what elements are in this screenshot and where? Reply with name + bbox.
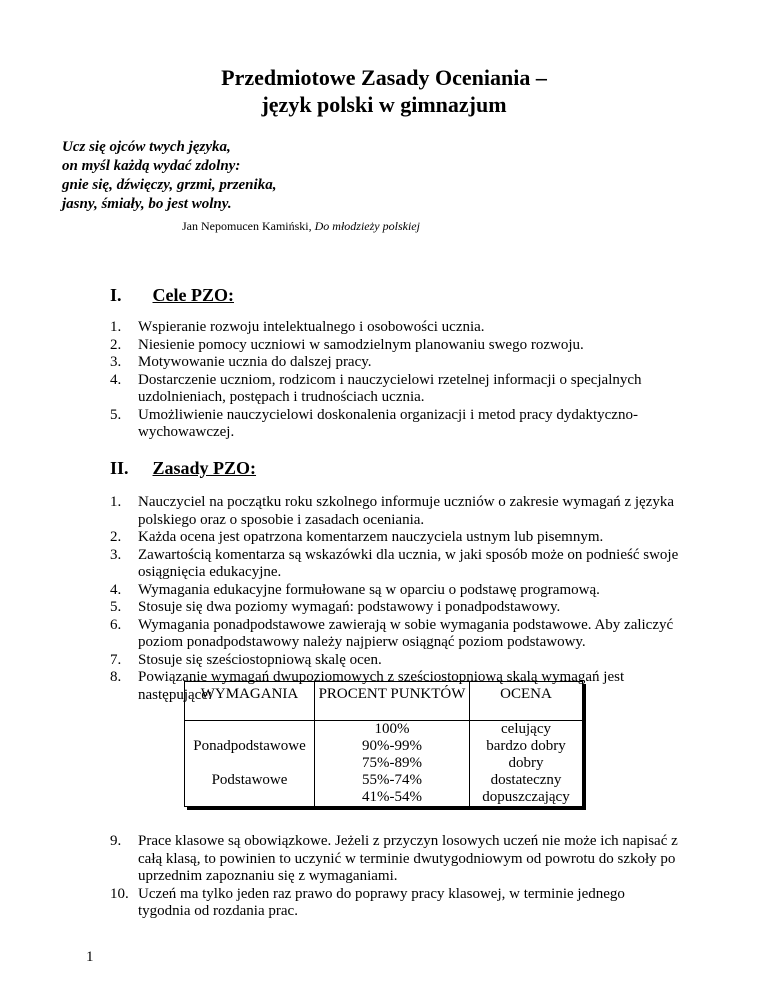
item-text: Stosuje się dwa poziomy wymagań: podstawowy i ponadpodstawowy. [138, 599, 561, 615]
section-2-list [110, 494, 680, 704]
section-number: I. [110, 285, 122, 305]
list-item [110, 529, 680, 547]
grade-cell: celujący [470, 721, 583, 739]
item-number: 2. [110, 529, 122, 545]
grades-table [184, 681, 583, 807]
list-item [110, 886, 680, 921]
item-text: Nauczyciel na początku roku szkolnego informuje uczniów o zakresie wymagań z języka polskiego oraz o sposobie i zasadach oceniania. [138, 494, 675, 528]
item-text: Uczeń ma tylko jeden raz prawo do poprawy pracy klasowej, w terminie jednego tygodnia od rozdania prac. [138, 885, 625, 919]
item-number: 1. [110, 319, 122, 335]
item-text: Umożliwienie nauczycielowi doskonalenia organizacji i metod pracy dydaktyczno-wychowawczej. [138, 406, 638, 440]
grade-cell: dopuszczający [470, 789, 583, 807]
item-text: Stosuje się sześciostopniową skalę ocen. [138, 651, 382, 668]
header-grade: OCENA [470, 682, 583, 721]
level-basic: Podstawowe [185, 772, 315, 807]
item-number: 4. [110, 581, 122, 598]
list-item [110, 337, 680, 355]
level-upper: Ponadpodstawowe [185, 721, 315, 773]
item-text: Powiązanie wymagań dwupoziomowych z sześciostopniową skalą wymagań jest następujące: [138, 669, 625, 703]
item-text: Niesienie pomocy uczniowi w samodzielnym planowaniu swego rozwoju. [138, 336, 584, 353]
table-row [185, 721, 583, 739]
item-number: 5. [110, 406, 122, 423]
document-title [0, 64, 768, 118]
header-percent: PROCENT PUNKTÓW [315, 682, 470, 721]
motto-quote [62, 138, 276, 214]
item-text: Motywowanie ucznia do dalszej pracy. [138, 354, 372, 370]
percent-cell: 75%-89% [315, 755, 470, 772]
table-header-row [185, 682, 583, 721]
item-text: Dostarczenie uczniom, rodzicom i nauczycielowi rzetelnej informacji o specjalnych uzdolnieniach, postępach i trudnościach ucznia. [138, 371, 642, 405]
grade-cell: bardzo dobry [470, 738, 583, 755]
section-title: Zasady PZO: [152, 458, 257, 478]
title-line-1: Przedmiotowe Zasady Oceniania – [221, 65, 547, 90]
item-number: 3. [110, 354, 122, 370]
title-line-2: język polski w gimnazjum [261, 92, 507, 117]
section-1-heading [110, 285, 234, 306]
motto-line: jasny, śmiały, bo jest wolny. [62, 196, 232, 212]
item-number: 9. [110, 833, 122, 849]
list-item [110, 372, 680, 407]
percent-cell: 55%-74% [315, 772, 470, 789]
list-item [110, 599, 680, 617]
item-number: 8. [110, 669, 122, 685]
list-item [110, 319, 680, 337]
grade-cell: dostateczny [470, 772, 583, 789]
item-text: Wymagania edukacyjne formułowane są w oparciu o podstawę programową. [138, 581, 600, 598]
section-2-heading [110, 458, 256, 479]
list-item [110, 494, 680, 529]
section-title: Cele PZO: [152, 285, 234, 305]
list-item [110, 407, 680, 442]
list-item [110, 652, 680, 670]
motto-line: on myśl każdą wydać zdolny: [62, 158, 241, 174]
item-text: Każda ocena jest opatrzona komentarzem nauczyciela ustnym lub pisemnym. [138, 529, 604, 545]
list-item [110, 582, 680, 600]
item-number: 4. [110, 371, 122, 388]
header-requirements: WYMAGANIA [185, 682, 315, 721]
table-row [185, 772, 583, 789]
motto-attribution [182, 219, 420, 234]
item-text: Wymagania ponadpodstawowe zawierają w sobie wymagania podstawowe. Aby zaliczyć poziom ponadpodstawowy należy najpierw osiągnąć poziom podstawowy. [138, 616, 674, 650]
percent-cell: 41%-54% [315, 789, 470, 807]
motto-line: gnie się, dźwięczy, grzmi, przenika, [62, 177, 277, 193]
item-text: Prace klasowe są obowiązkowe. Jeżeli z przyczyn losowych uczeń nie może ich napisać z całą klasą, to powinien to uczynić w terminie dwutygodniowym od powrotu do szkoły po uprzednim zapoznaniu się z wymaganiami. [138, 833, 678, 884]
motto-line: Ucz się ojców twych języka, [62, 139, 231, 155]
section-1-list [110, 319, 680, 442]
item-number: 2. [110, 336, 122, 353]
list-item [110, 833, 680, 886]
list-item [110, 617, 680, 652]
item-number: 6. [110, 616, 122, 633]
item-number: 10. [110, 885, 129, 902]
page-number: 1 [86, 949, 94, 965]
item-number: 3. [110, 546, 122, 563]
percent-cell: 90%-99% [315, 738, 470, 755]
grade-cell: dobry [470, 755, 583, 772]
item-text: Wspieranie rozwoju intelektualnego i osobowości ucznia. [138, 319, 485, 335]
item-number: 5. [110, 599, 122, 615]
item-text: Zawartością komentarza są wskazówki dla ucznia, w jaki sposób może on podnieść swoje osiągnięcia edukacyjne. [138, 546, 679, 580]
section-2-list-continued [110, 833, 680, 921]
attribution-author: Jan Nepomucen Kamiński, [182, 219, 312, 233]
section-number: II. [110, 458, 129, 478]
attribution-work: Do młodzieży polskiej [314, 219, 420, 233]
item-number: 7. [110, 651, 122, 668]
percent-cell: 100% [315, 721, 470, 739]
list-item [110, 354, 680, 372]
item-number: 1. [110, 494, 122, 510]
list-item [110, 547, 680, 582]
